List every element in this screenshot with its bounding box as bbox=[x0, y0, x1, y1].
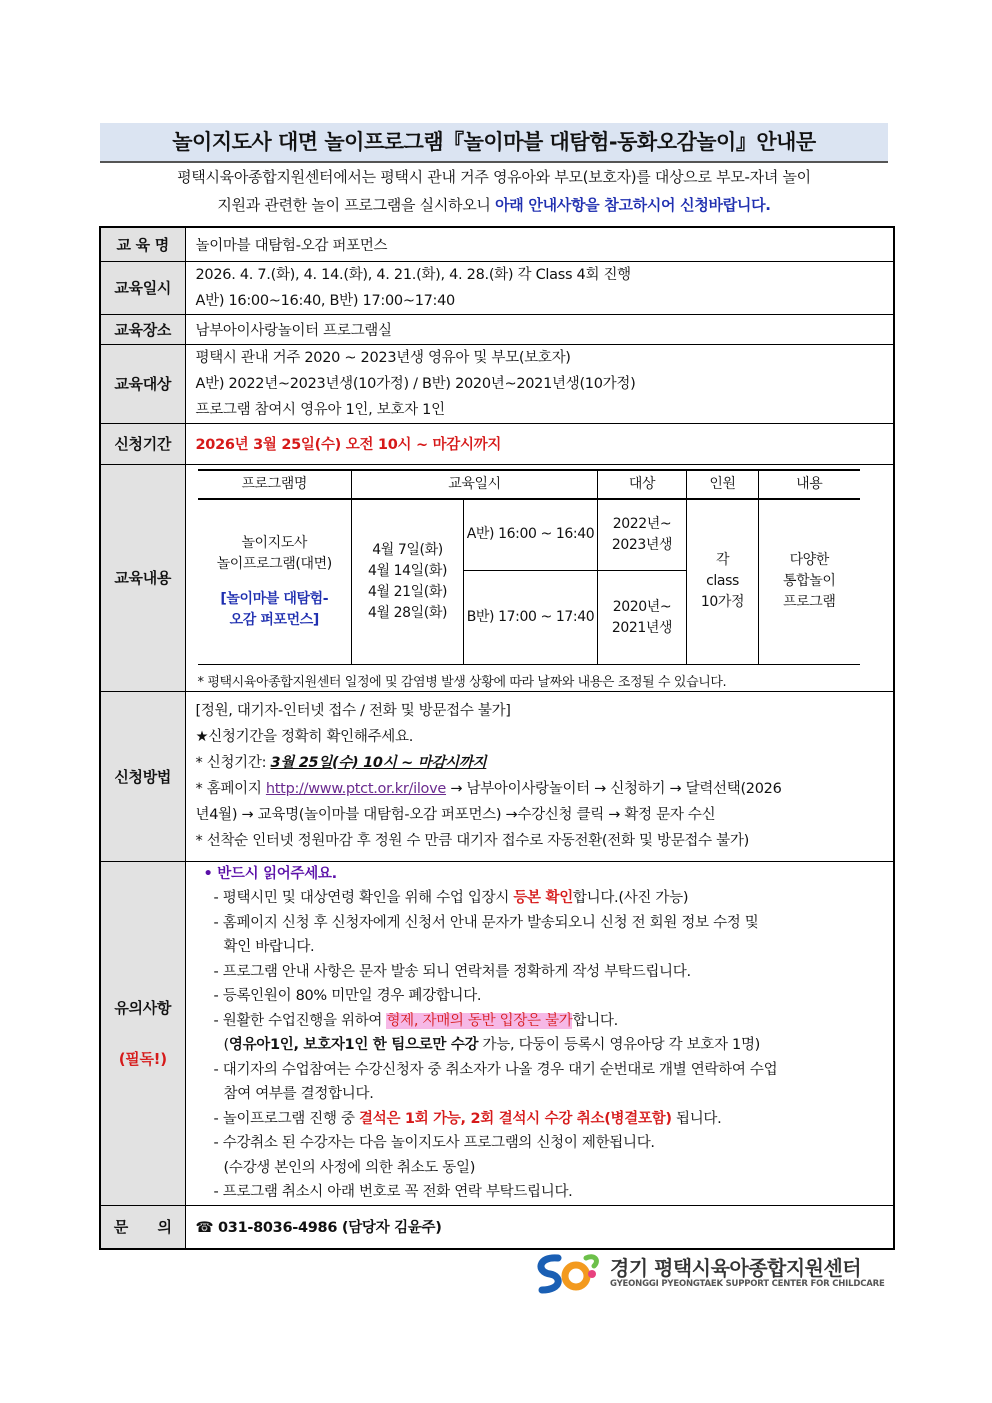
notice-label-sub: (필독!) bbox=[118, 1050, 167, 1068]
label-name: 교 육 명 bbox=[100, 227, 185, 261]
notice-item-4: - 등록인원이 80% 미만일 경우 폐강합니다. bbox=[213, 988, 482, 1004]
label-period: 신청기간 bbox=[100, 423, 185, 464]
value-notice bbox=[185, 861, 894, 1205]
notice-item-1 bbox=[196, 886, 884, 911]
notice-item-6b: 참여 여부를 결정합니다. bbox=[223, 1086, 374, 1102]
notice-item-5 bbox=[196, 1009, 884, 1034]
date-item: 4월 21일(화) bbox=[367, 583, 448, 600]
method-line-3 bbox=[196, 750, 884, 776]
program-line-1: 놀이지도사 bbox=[241, 534, 308, 551]
center-logo-name-en: GYEONGGI PYEONGTAEK SUPPORT CENTER FOR CHILDCARE bbox=[610, 1279, 885, 1289]
header-desc: 내용 bbox=[759, 470, 860, 499]
method-line-6: * 선착순 인터넷 정원마감 후 정원 수 만큼 대기자 접수로 자동전환(전화 및 방문접수 불가) bbox=[195, 833, 749, 849]
row-contact bbox=[100, 1205, 894, 1249]
header-program: 프로그램명 bbox=[198, 470, 352, 499]
center-logo-mark-icon bbox=[528, 1250, 608, 1298]
date-item: 4월 28일(화) bbox=[367, 604, 448, 621]
program-line-2: 놀이프로그램(대면) bbox=[216, 555, 332, 572]
row-date bbox=[100, 261, 894, 314]
notice-text: - 놀이프로그램 진행 중 bbox=[213, 1110, 360, 1127]
header-target: 대상 bbox=[598, 470, 687, 499]
notice-item-9: - 프로그램 취소시 아래 번호로 꼭 전화 연락 부탁드립니다. bbox=[213, 1184, 573, 1200]
label-content: 교육내용 bbox=[100, 464, 185, 691]
method-period-value: 3월 25일(수) 10시 ~ 마감시까지 bbox=[270, 755, 487, 771]
label-target: 교육대상 bbox=[100, 344, 185, 423]
desc-line-2: 통합놀이 bbox=[783, 573, 836, 590]
row-target bbox=[100, 344, 894, 423]
notice-item-5b bbox=[196, 1033, 884, 1058]
row-notice bbox=[100, 861, 894, 1205]
date-item: 4월 7일(화) bbox=[372, 541, 443, 558]
people-line-1: 각 bbox=[715, 552, 730, 569]
notice-text: - 평택시민 및 대상연령 확인을 위해 수업 입장시 bbox=[213, 890, 514, 906]
notice-bold: 영유아1인, 보호자1인 한 팀으로만 수강 bbox=[228, 1037, 479, 1053]
content-note: * 평택시육아종합지원센터 일정에 및 감염병 발생 상황에 따라 날짜와 내용은 조정될 수 있습니다. bbox=[197, 675, 727, 690]
method-line-2: ★신청기간을 정확히 확인해주세요. bbox=[195, 729, 414, 745]
header-date: 교육일시 bbox=[352, 470, 598, 499]
document-title: 놀이지도사 대면 놀이프로그램『놀이마블 대탐험-동화오감놀이』안내문 bbox=[100, 123, 888, 163]
program-cell bbox=[198, 499, 352, 665]
row-name bbox=[100, 227, 894, 261]
value-name: 놀이마블 대탐험-오감 퍼포먼스 bbox=[185, 227, 894, 261]
notice-highlight: 결석은 1회 가능, 2회 결석시 수강 취소(병결포함) bbox=[359, 1110, 672, 1127]
notice-highlight: 등본 확인 bbox=[513, 890, 573, 906]
target-b bbox=[598, 571, 687, 665]
notice-highlight: 형제, 자매의 동반 입장은 불가 bbox=[386, 1012, 573, 1029]
people-line-3: 10가정 bbox=[700, 594, 745, 611]
method-line-5: 년4월) → 교육명(놀이마블 대탐험-오감 퍼포먼스) →수강신청 클릭 → 확정 문자 수신 bbox=[195, 807, 716, 823]
homepage-link[interactable]: http://www.ptct.or.kr/ilove bbox=[265, 781, 447, 797]
method-homepage-prefix: * 홈페이지 bbox=[195, 781, 266, 797]
label-place: 교육장소 bbox=[100, 314, 185, 344]
date-item: 4월 14일(화) bbox=[367, 562, 448, 579]
method-line-4 bbox=[196, 776, 884, 802]
notice-text: 합니다. bbox=[572, 1012, 618, 1029]
program-sub-1: [놀이마블 대탐험- bbox=[220, 590, 329, 607]
notice-text: 됩니다. bbox=[671, 1110, 722, 1127]
target-a-line-2: 2023년생 bbox=[611, 536, 673, 553]
value-contact: ☎ 031-8036-4986 (담당자 김윤주) bbox=[185, 1205, 894, 1249]
intro-text bbox=[100, 163, 888, 219]
time-a: A반) 16:00 ~ 16:40 bbox=[464, 499, 598, 571]
intro-line-2 bbox=[100, 191, 888, 219]
center-logo-name: 경기 평택시육아종합지원센터 bbox=[610, 1256, 862, 1280]
notice-title: • 반드시 읽어주세요. bbox=[203, 865, 337, 882]
value-content bbox=[185, 464, 894, 691]
notice-item-2b: 확인 바랍니다. bbox=[223, 939, 315, 955]
people-line-2: class bbox=[706, 573, 739, 590]
people-cell bbox=[687, 499, 759, 665]
desc-cell bbox=[759, 499, 860, 665]
notice-text: ( bbox=[223, 1037, 229, 1053]
desc-line-1: 다양한 bbox=[789, 552, 829, 569]
value-period: 2026년 3월 25일(수) 오전 10시 ~ 마감시까지 bbox=[185, 423, 894, 464]
header-people: 인원 bbox=[687, 470, 759, 499]
notice-label: 유의사항 bbox=[114, 999, 172, 1017]
value-method bbox=[185, 691, 894, 861]
date-line-1: 2026. 4. 7.(화), 4. 14.(화), 4. 21.(화), 4. 28.(화) 각 Class 4회 진행 bbox=[195, 266, 631, 283]
intro-line-2-text: 지원과 관련한 놀이 프로그램을 실시하오니 bbox=[217, 196, 496, 214]
method-line-1: [정원, 대기자-인터넷 접수 / 전화 및 방문접수 불가] bbox=[195, 703, 511, 719]
intro-highlight: 아래 안내사항을 참고하시어 신청바랍니다. bbox=[495, 196, 771, 214]
notice-item-6: - 대기자의 수업참여는 수강신청자 중 취소자가 나올 경우 대기 순번대로 개별 연락하여 수업 bbox=[213, 1061, 778, 1078]
schedule-header bbox=[198, 470, 860, 499]
schedule-row-a bbox=[198, 499, 860, 571]
info-table bbox=[99, 226, 895, 1250]
notice-item-7 bbox=[196, 1107, 884, 1132]
value-target bbox=[185, 344, 894, 423]
method-period-prefix: * 신청기간: bbox=[195, 755, 271, 771]
row-content bbox=[100, 464, 894, 691]
date-line-2: A반) 16:00~16:40, B반) 17:00~17:40 bbox=[195, 292, 455, 309]
target-b-line-1: 2020년~ bbox=[612, 598, 672, 615]
intro-line-1: 평택시육아종합지원센터에서는 평택시 관내 거주 영유아와 부모(보호자)를 대상으로 부모-자녀 놀이 bbox=[177, 168, 811, 186]
time-b: B반) 17:00 ~ 17:40 bbox=[464, 571, 598, 665]
target-a bbox=[598, 499, 687, 571]
notice-item-3: - 프로그램 안내 사항은 문자 발송 되니 연락처를 정확하게 작성 부탁드립니다. bbox=[213, 963, 691, 980]
label-contact: 문 의 bbox=[100, 1205, 185, 1249]
target-b-line-2: 2021년생 bbox=[611, 619, 673, 636]
value-place: 남부아이사랑놀이터 프로그램실 bbox=[185, 314, 894, 344]
notice-text: - 원활한 수업진행을 위하여 bbox=[213, 1012, 387, 1029]
label-notice bbox=[100, 861, 185, 1205]
center-logo bbox=[528, 1250, 888, 1298]
target-line-1: 평택시 관내 거주 2020 ~ 2023년생 영유아 및 부모(보호자) bbox=[195, 349, 571, 366]
notice-item-8: - 수강취소 된 수강자는 다음 놀이지도사 프로그램의 신청이 제한됩니다. bbox=[213, 1135, 655, 1151]
target-line-3: 프로그램 참여시 영유아 1인, 보호자 1인 bbox=[195, 401, 445, 418]
row-place bbox=[100, 314, 894, 344]
value-date bbox=[185, 261, 894, 314]
notice-item-8b: (수강생 본인의 사정에 의한 취소도 동일) bbox=[223, 1159, 476, 1176]
label-method: 신청방법 bbox=[100, 691, 185, 861]
notice-text: 합니다.(사진 가능) bbox=[572, 890, 689, 906]
dates-cell bbox=[352, 499, 464, 665]
row-method bbox=[100, 691, 894, 861]
target-a-line-1: 2022년~ bbox=[612, 515, 672, 532]
notice-item-2: - 홈페이지 신청 후 신청자에게 신청서 안내 문자가 발송되오니 신청 전 회원 정보 수정 및 bbox=[213, 914, 759, 931]
target-line-2: A반) 2022년~2023년생(10가정) / B반) 2020년~2021년생(10가정) bbox=[195, 375, 636, 392]
row-period bbox=[100, 423, 894, 464]
schedule-table bbox=[198, 469, 860, 666]
method-homepage-suffix: → 남부아이사랑놀이터 → 신청하기 → 달력선택(2026 bbox=[446, 781, 782, 797]
program-sub-2: 오감 퍼포먼스] bbox=[229, 611, 319, 628]
notice-text: 가능, 다둥이 등록시 영유아당 각 보호자 1명) bbox=[478, 1037, 761, 1053]
desc-line-3: 프로그램 bbox=[783, 594, 836, 611]
label-date: 교육일시 bbox=[100, 261, 185, 314]
